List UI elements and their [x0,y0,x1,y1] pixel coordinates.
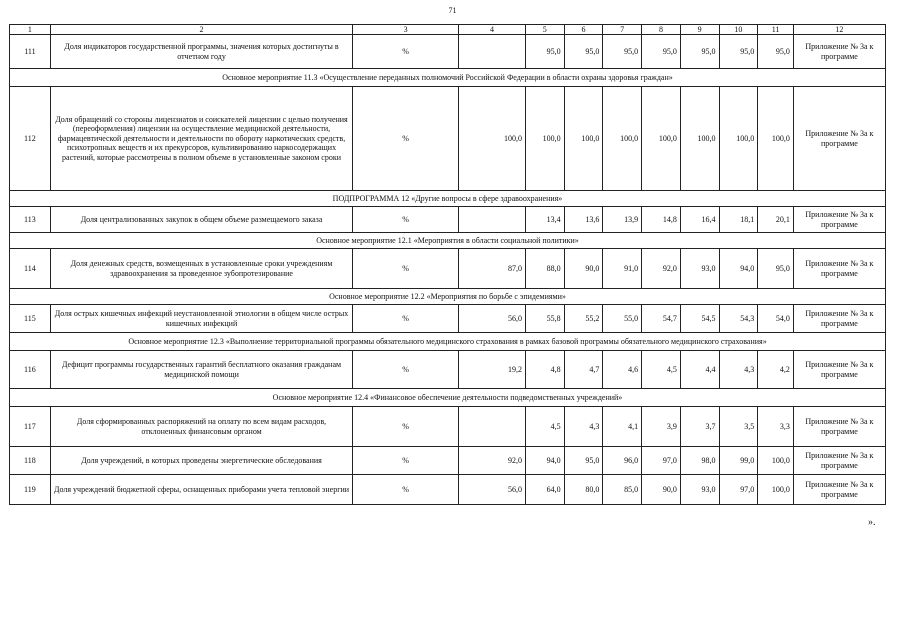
value-cell: 99,0 [719,447,758,475]
value-cell: 93,0 [680,475,719,505]
value-cell: 95,0 [680,35,719,69]
column-header: 7 [603,25,642,35]
value-cell: 4,4 [680,351,719,389]
appendix-cell: Приложение № 3а к программе [793,207,885,233]
value-cell: 90,0 [642,475,681,505]
column-header: 4 [458,25,525,35]
table-row [10,35,886,69]
column-header: 1 [10,25,51,35]
value-cell: 100,0 [758,447,794,475]
indicator-name: Доля денежных средств, возмещенных в установленные сроки учреждениям здравоохранения за проведенное зубопротезирование [50,249,352,289]
row-number: 111 [10,35,51,69]
indicator-name: Дефицит программы государственных гарантий бесплатного оказания гражданам медицинской помощи [50,351,352,389]
section-row [10,69,886,87]
indicators-table [9,24,886,505]
section-title: Основное мероприятие 12.2 «Мероприятия по борьбе с эпидемиями» [10,289,886,305]
row-number: 114 [10,249,51,289]
value-cell: 54,7 [642,305,681,333]
table-row [10,87,886,191]
value-cell: 80,0 [564,475,603,505]
value-cell: 92,0 [642,249,681,289]
value-cell: 16,4 [680,207,719,233]
value-cell: 13,4 [525,207,564,233]
table-row [10,305,886,333]
row-number: 112 [10,87,51,191]
section-title: Основное мероприятие 12.1 «Мероприятия в области социальной политики» [10,233,886,249]
value-cell: 95,0 [642,35,681,69]
value-cell: 87,0 [458,249,525,289]
section-row [10,191,886,207]
section-title: Основное мероприятие 12.4 «Финансовое обеспечение деятельности подведомственных учреждений» [10,389,886,407]
value-cell: 100,0 [458,87,525,191]
value-cell [458,207,525,233]
unit-cell: % [353,249,459,289]
row-number: 118 [10,447,51,475]
value-cell: 100,0 [758,475,794,505]
appendix-cell: Приложение № 3а к программе [793,351,885,389]
value-cell: 54,0 [758,305,794,333]
section-title: Основное мероприятие 11.3 «Осуществление переданных полномочий Российской Федерации в области охраны здоровья граждан» [10,69,886,87]
indicator-name: Доля централизованных закупок в общем объеме размещаемого заказа [50,207,352,233]
value-cell: 92,0 [458,447,525,475]
value-cell: 54,5 [680,305,719,333]
value-cell: 4,7 [564,351,603,389]
value-cell: 56,0 [458,305,525,333]
value-cell: 56,0 [458,475,525,505]
value-cell [458,407,525,447]
value-cell: 88,0 [525,249,564,289]
value-cell: 3,3 [758,407,794,447]
indicator-name: Доля учреждений, в которых проведены энергетические обследования [50,447,352,475]
value-cell: 95,0 [758,249,794,289]
value-cell: 55,2 [564,305,603,333]
column-header: 8 [642,25,681,35]
indicator-name: Доля сформированных распоряжений на оплату по всем видам расходов, отклоненных финансовым органом [50,407,352,447]
unit-cell: % [353,207,459,233]
value-cell: 55,8 [525,305,564,333]
value-cell: 4,5 [642,351,681,389]
section-title: ПОДПРОГРАММА 12 «Другие вопросы в сфере здравоохранения» [10,191,886,207]
value-cell: 100,0 [719,87,758,191]
value-cell: 4,5 [525,407,564,447]
indicator-name: Доля индикаторов государственной программы, значения которых достигнуты в отчетном году [50,35,352,69]
column-header: 9 [680,25,719,35]
value-cell: 100,0 [564,87,603,191]
unit-cell: % [353,351,459,389]
value-cell: 95,0 [525,35,564,69]
value-cell: 91,0 [603,249,642,289]
value-cell: 4,3 [564,407,603,447]
column-header: 6 [564,25,603,35]
page-number: 71 [448,6,457,15]
value-cell: 85,0 [603,475,642,505]
row-number: 119 [10,475,51,505]
row-number: 117 [10,407,51,447]
value-cell: 4,3 [719,351,758,389]
section-row [10,333,886,351]
value-cell: 95,0 [564,35,603,69]
value-cell: 3,5 [719,407,758,447]
section-row [10,233,886,249]
value-cell: 97,0 [642,447,681,475]
unit-cell: % [353,407,459,447]
value-cell: 55,0 [603,305,642,333]
indicator-name: Доля учреждений бюджетной сферы, оснащенных приборами учета тепловой энергии [50,475,352,505]
table-row [10,207,886,233]
unit-cell: % [353,305,459,333]
closing-quote-mark: ». [868,517,876,528]
value-cell: 94,0 [525,447,564,475]
header-row [10,25,886,35]
value-cell: 95,0 [603,35,642,69]
value-cell: 13,9 [603,207,642,233]
value-cell: 3,7 [680,407,719,447]
value-cell: 100,0 [525,87,564,191]
value-cell: 100,0 [603,87,642,191]
appendix-cell: Приложение № 3а к программе [793,249,885,289]
appendix-cell: Приложение № 3а к программе [793,475,885,505]
value-cell: 4,8 [525,351,564,389]
table-row [10,475,886,505]
value-cell: 100,0 [758,87,794,191]
row-number: 115 [10,305,51,333]
value-cell: 98,0 [680,447,719,475]
section-row [10,289,886,305]
value-cell: 3,9 [642,407,681,447]
value-cell: 4,6 [603,351,642,389]
appendix-cell: Приложение № 3а к программе [793,87,885,191]
value-cell: 4,2 [758,351,794,389]
column-header: 12 [793,25,885,35]
value-cell: 54,3 [719,305,758,333]
column-header: 3 [353,25,459,35]
indicator-name: Доля обращений со стороны лицензиатов и соискателей лицензии с целью получения (переоформления) лицензии на осуществление медицинской деятельности, фармацевтической деятельности и деятельности по обороту наркотических средств, психотропных веществ и их прекурсоров, культивированию наркосодержащих растений, которые рассмотрены в полном объеме в установленные законом сроки [50,87,352,191]
value-cell: 18,1 [719,207,758,233]
table-row [10,407,886,447]
appendix-cell: Приложение № 3а к программе [793,407,885,447]
value-cell: 90,0 [564,249,603,289]
value-cell: 14,8 [642,207,681,233]
indicator-name: Доля острых кишечных инфекций неустановленной этиологии в общем числе острых кишечных инфекций [50,305,352,333]
value-cell: 94,0 [719,249,758,289]
column-header: 10 [719,25,758,35]
row-number: 113 [10,207,51,233]
value-cell: 97,0 [719,475,758,505]
column-header: 2 [50,25,352,35]
column-header: 5 [525,25,564,35]
section-row [10,389,886,407]
row-number: 116 [10,351,51,389]
value-cell: 100,0 [680,87,719,191]
appendix-cell: Приложение № 3а к программе [793,35,885,69]
value-cell: 95,0 [719,35,758,69]
appendix-cell: Приложение № 3а к программе [793,447,885,475]
unit-cell: % [353,87,459,191]
value-cell [458,35,525,69]
appendix-cell: Приложение № 3а к программе [793,305,885,333]
table-row [10,249,886,289]
unit-cell: % [353,35,459,69]
value-cell: 95,0 [758,35,794,69]
section-title: Основное мероприятие 12.3 «Выполнение территориальной программы обязательного медицинского страхования в рамках базовой программы обязательного медицинского страхования» [10,333,886,351]
value-cell: 19,2 [458,351,525,389]
column-header: 11 [758,25,794,35]
value-cell: 100,0 [642,87,681,191]
value-cell: 20,1 [758,207,794,233]
value-cell: 96,0 [603,447,642,475]
table-row [10,351,886,389]
value-cell: 93,0 [680,249,719,289]
unit-cell: % [353,447,459,475]
value-cell: 64,0 [525,475,564,505]
table-row [10,447,886,475]
unit-cell: % [353,475,459,505]
value-cell: 95,0 [564,447,603,475]
value-cell: 4,1 [603,407,642,447]
value-cell: 13,6 [564,207,603,233]
